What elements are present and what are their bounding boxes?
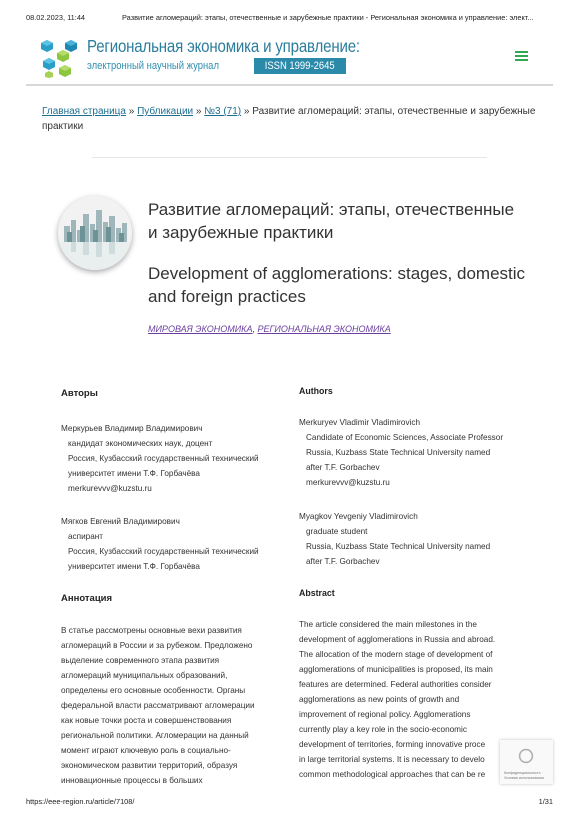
abstract-text: [299, 617, 529, 782]
breadcrumb-issue-link[interactable]: №3 (71): [204, 106, 242, 117]
rubric-link-regional-economy[interactable]: РЕГИОНАЛЬНАЯ ЭКОНОМИКА: [257, 324, 391, 334]
author-email: merkurevvv@kuzstu.ru: [68, 484, 152, 493]
author-affiliation: after T.F. Gorbachev: [306, 557, 380, 566]
annotation-line: региональной политики. Агломерации на данный: [61, 731, 249, 740]
article-thumbnail: [58, 196, 132, 270]
author-degree: graduate student: [306, 527, 368, 536]
annotation-line: федеральной власти рассматривают агломерации: [61, 701, 255, 710]
issn-text: ISSN 1999-2645: [265, 60, 335, 72]
abstract-line: The article considered the main milestones in the: [299, 620, 477, 629]
abstract-line: development of agglomerations in Russia and abroad.: [299, 635, 496, 644]
author-affiliation: after T.F. Gorbachev: [306, 463, 380, 472]
author-affiliation: Россия, Кузбасский государственный технический: [68, 547, 259, 556]
abstract-line: currently play a key role in the socio-economic: [299, 725, 467, 734]
breadcrumb-sep: »: [193, 106, 205, 117]
annotation-line: инновационные процессы в больших: [61, 776, 203, 785]
city-skyline-icon: [58, 196, 132, 270]
annotation-line: выделение современного этапа развития: [61, 656, 220, 665]
author-en-2: [299, 509, 524, 569]
breadcrumb-home-link[interactable]: Главная страница: [42, 106, 126, 117]
print-page-number: 1/31: [538, 797, 553, 806]
author-name: Меркурьев Владимир Владимирович: [61, 424, 203, 433]
author-name: Myagkov Yevgeniy Vladimirovich: [299, 512, 418, 521]
breadcrumb-current: » Развитие агломераций: этапы, отечественные и зарубежные практики: [42, 106, 536, 132]
print-footer: [26, 797, 553, 809]
menu-hamburger-icon[interactable]: [515, 51, 528, 61]
print-header: [26, 13, 553, 27]
annotation-line: агломераций муниципальных образований,: [61, 671, 228, 680]
annotation-line: определены его основные особенности. Органы: [61, 686, 246, 695]
recaptcha-text: Конфиденциальность · Условия использования: [504, 771, 544, 780]
authors-en-heading: Authors: [299, 386, 333, 396]
author-degree: Candidate of Economic Sciences, Associate Professor: [306, 433, 504, 442]
author-email: merkurevvv@kuzstu.ru: [306, 478, 390, 487]
issn-badge: [254, 58, 346, 74]
rubric-link-world-economy[interactable]: МИРОВАЯ ЭКОНОМИКА: [148, 324, 253, 334]
site-title[interactable]: Региональная экономика и управление:: [87, 36, 360, 56]
author-affiliation: Russia, Kuzbass State Technical University named: [306, 448, 491, 457]
annotation-line: экономическом развитии территорий, образуя: [61, 761, 238, 770]
author-degree: аспирант: [68, 532, 104, 541]
author-name: Мягков Евгений Владимирович: [61, 517, 180, 526]
authors-ru-heading: Авторы: [61, 388, 98, 399]
author-ru-2: [61, 514, 286, 574]
print-title: Развитие агломераций: этапы, отечественные и зарубежные практики - Региональная экономика и управление: элект...: [122, 13, 534, 22]
recaptcha-icon: [518, 748, 534, 764]
print-url: https://eee-region.ru/article/7108/: [26, 797, 135, 806]
breadcrumb-publications-link[interactable]: Публикации: [137, 106, 194, 117]
abstract-line: development of territories, forming innovative proce: [299, 740, 486, 749]
annotation-heading: Аннотация: [61, 593, 113, 604]
author-ru-1: [61, 421, 286, 496]
annotation-line: агломераций в России и за рубежом. Предложено: [61, 641, 253, 650]
print-date: 08.02.2023, 11:44: [26, 13, 86, 22]
author-affiliation: Russia, Kuzbass State Technical University named: [306, 542, 491, 551]
article-title-en: Development of agglomerations: stages, domestic and foreign practices: [148, 264, 526, 306]
breadcrumb: [42, 104, 542, 134]
annotation-line: как новые точки роста и совершенствования: [61, 716, 232, 725]
rubric-sep: ,: [252, 324, 258, 334]
logo-cubes-icon[interactable]: [41, 38, 79, 78]
abstract-line: agglomerations of municipalities is proposed, its main: [299, 665, 493, 674]
author-affiliation: Россия, Кузбасский государственный технический: [68, 454, 259, 463]
abstract-line: improvement of regional policy. Agglomerations: [299, 710, 471, 719]
author-en-1: [299, 415, 524, 490]
abstract-line: common methodological approaches that can be re: [299, 770, 486, 779]
annotation-text: [61, 623, 286, 788]
annotation-line: момент играют ключевую роль в социально-: [61, 746, 231, 755]
site-header: [26, 30, 553, 86]
site-subtitle: электронный научный журнал: [87, 60, 219, 72]
recaptcha-badge[interactable]: [500, 740, 553, 784]
article-rubrics: [148, 324, 391, 334]
divider: [92, 157, 487, 158]
author-degree: кандидат экономических наук, доцент: [68, 439, 213, 448]
abstract-line: agglomerations as new points of growth and: [299, 695, 460, 704]
article-title-ru: Развитие агломераций: этапы, отечественные и зарубежные практики: [148, 200, 515, 242]
annotation-line: В статье рассмотрены основные вехи развития: [61, 626, 242, 635]
abstract-line: in large territorial systems. It is necessary to develo: [299, 755, 485, 764]
abstract-heading: Abstract: [299, 588, 335, 598]
abstract-line: The allocation of the modern stage of development of: [299, 650, 493, 659]
author-affiliation: университет имени Т.Ф. Горбачёва: [68, 562, 200, 571]
breadcrumb-sep: »: [125, 106, 138, 117]
author-name: Merkuryev Vladimir Vladimirovich: [299, 418, 421, 427]
abstract-line: features are determined. Federal authorities consider: [299, 680, 492, 689]
author-affiliation: университет имени Т.Ф. Горбачёва: [68, 469, 200, 478]
